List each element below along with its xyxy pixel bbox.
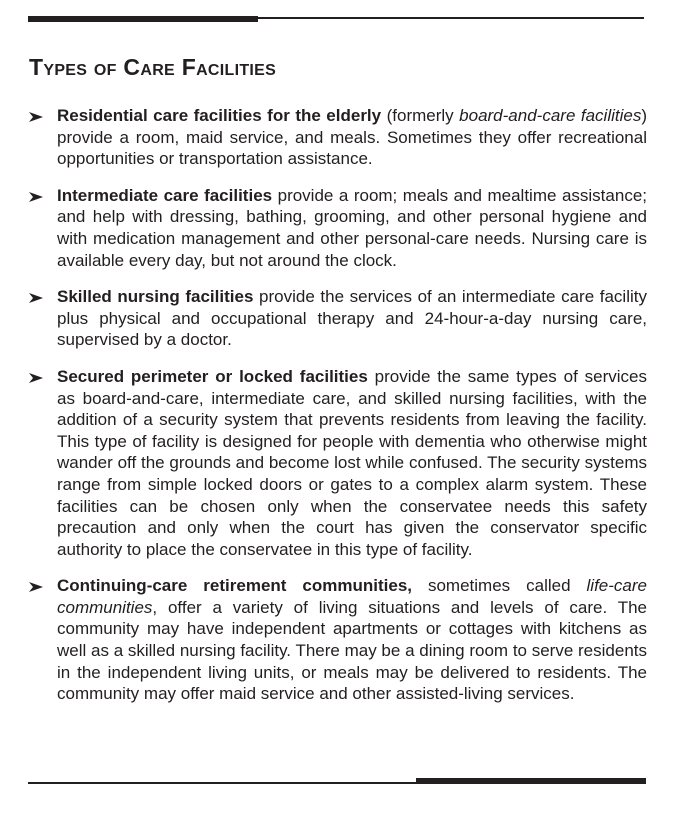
facility-list [29,105,647,705]
arrow-bullet-icon [29,293,43,303]
item-text: ) provide a room, maid service, and meals. Sometimes they offer recreational opportunities or transportation assistance. [57,106,648,169]
item-term: Secured perimeter or locked facilities [57,366,368,386]
item-italic-term: life-care communities [57,576,647,617]
item-text: (formerly [381,106,460,125]
item-term: Residential care facilities for the elderly [57,106,382,125]
item-text: provide the same types of services as board-and-care, intermediate care, and skilled nursing facilities, with the addition of a security system that prevents residents from leaving the facility. This type of facility is designed for people with dementia who otherwise might wander off the grounds and become lost while confused. The security systems range from simple locked doors or gates to a complex alarm system. These facilities can be chosen only when the conservatee needs this safety precaution and only when the court has given the conservator specific authority to place the conservatee in this type of facility. [57,366,647,559]
arrow-bullet-icon [29,192,43,202]
list-item [29,185,647,271]
top-rule-thick-segment [28,16,258,22]
item-text: , offer a variety of living situations and levels of care. The community may have independent apartments or cottages with kitchens as well as a skilled nursing facility. There may be a dining room to serve residents in the independent living units, or meals may be delivered to residents. The community may offer maid service and other assisted-living services. [57,597,647,704]
item-text: provide a room; meals and mealtime assistance; and help with dressing, bathing, grooming, and other personal hygiene and with medication management and other personal-care needs. Nursing care is available every day, but not around the clock. [57,185,647,270]
bottom-rule [28,778,646,784]
list-item [29,575,647,705]
arrow-bullet-icon [29,373,43,383]
list-item [29,105,647,170]
item-italic-term: board-and-care facilities [459,106,642,125]
item-term: Continuing-care retirement communities, [57,576,412,596]
section-title: Types of Care Facilities [29,54,277,80]
top-rule [28,16,644,22]
arrow-bullet-icon [29,112,43,122]
item-term: Intermediate care facilities [57,185,273,205]
arrow-bullet-icon [29,582,43,592]
list-item [29,366,647,560]
top-rule-thin-segment [258,17,644,19]
bottom-rule-thin-segment [28,782,416,784]
item-term: Skilled nursing facilities [57,287,254,307]
item-text: sometimes called [412,576,587,596]
list-item [29,286,647,351]
bottom-rule-thick-segment [416,778,646,784]
item-text: provide the services of an intermediate care facility plus physical and occupational therapy and 24-hour-a-day nursing care, supervised by a doctor. [57,287,647,350]
